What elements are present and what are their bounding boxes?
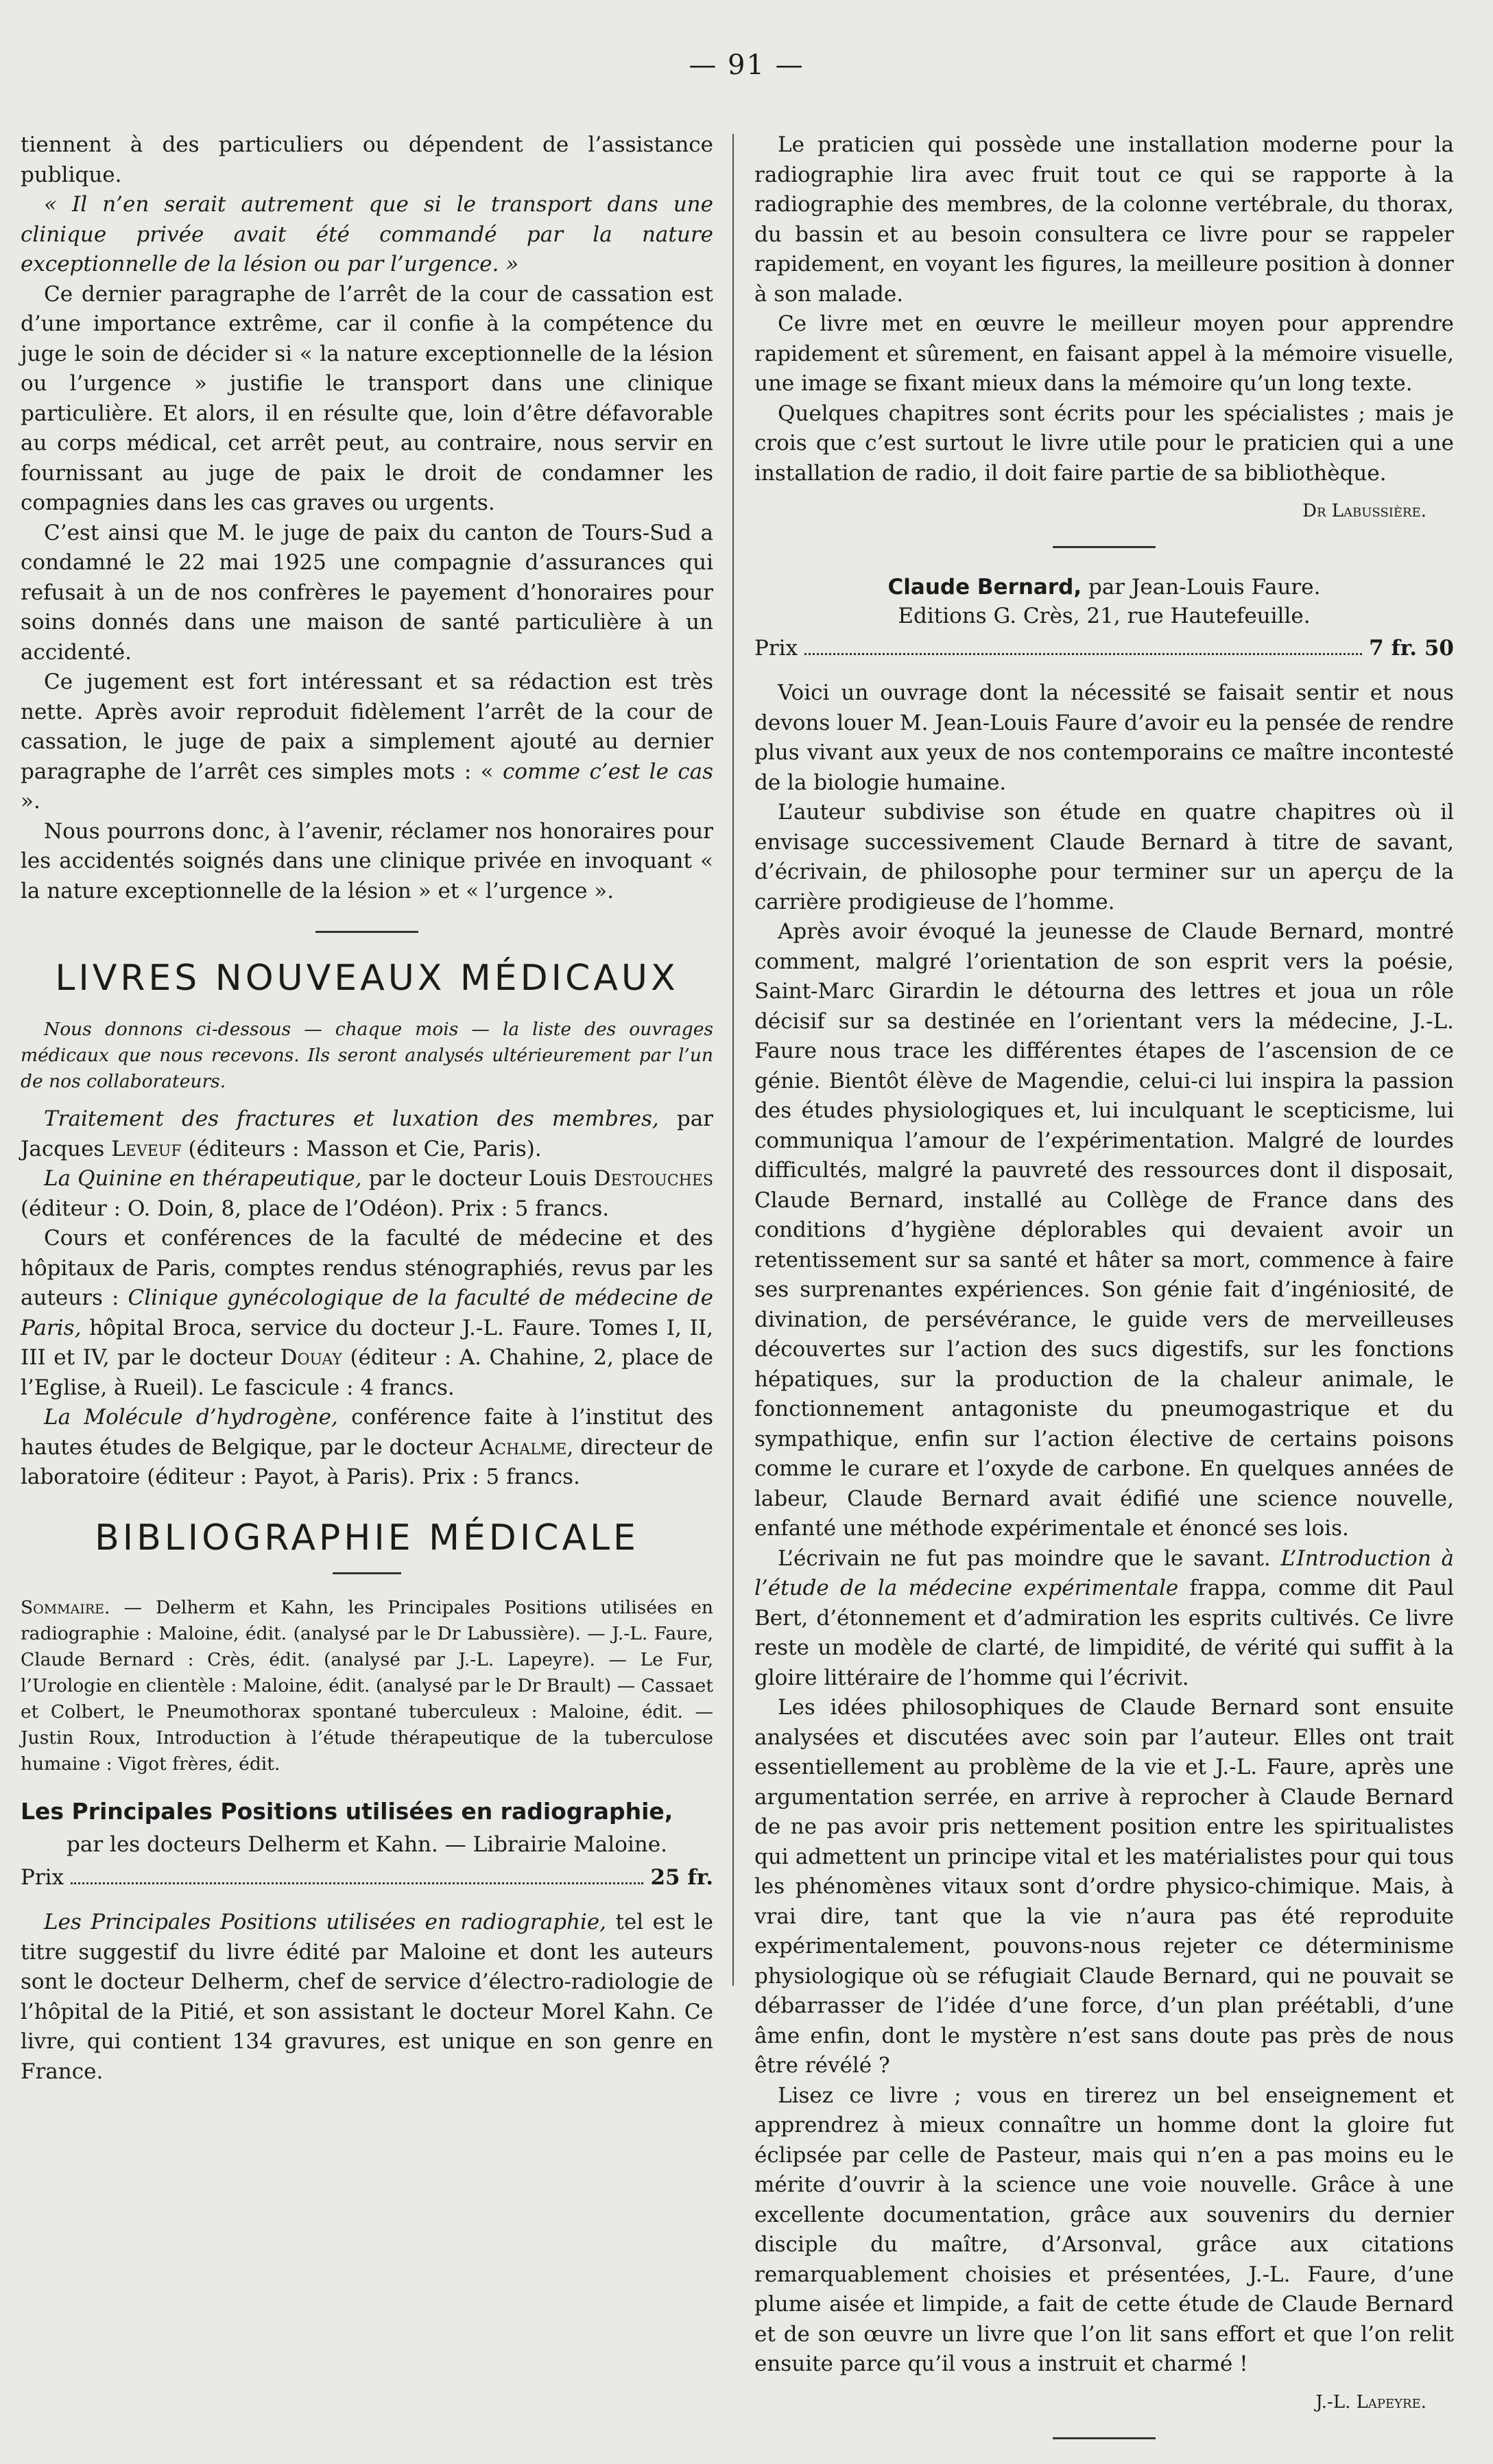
book-title: La Quinine en thérapeutique, xyxy=(44,1166,362,1191)
author: Achalme, xyxy=(479,1434,574,1460)
book-title: La Molécule d’hydrogène, xyxy=(44,1405,338,1430)
review-subheading: par les docteurs Delherm et Kahn. — Librairie Maloine. xyxy=(67,1832,667,1857)
paragraph: L’auteur subdivise son étude en quatre chapitres où il envisage successivement Claude Bernard à titre de savant, d’écrivain, de philosophe pour terminer sur un aperçu de la carrière prodigieuse de l’homme. xyxy=(754,800,1454,914)
book-title: Claude Bernard, xyxy=(887,575,1082,600)
book-title: Clinique gynécologique de la faculté de médecine de Paris, xyxy=(21,1286,714,1340)
book-entry xyxy=(21,1164,713,1224)
text: conférence faite à l’institut des hautes études de Belgique, par le docteur xyxy=(21,1405,713,1460)
price-value: 25 fr. xyxy=(650,1865,713,1890)
divider xyxy=(1053,546,1156,548)
paragraph: Ce livre met en œuvre le meilleur moyen pour apprendre rapidement et sûrement, en faisant appel à la mémoire visuelle, une image se fixant mieux dans la mémoire qu’un long texte. xyxy=(754,311,1454,396)
price-line xyxy=(754,633,1454,663)
quote-paragraph: « Il n’en serait autrement que si le transport dans une clinique privée avait été commandé par la nature exceptionnelle de la lésion ou par l’urgence. » xyxy=(21,192,713,276)
text: frappa, comme dit Paul Bert, d’étonnement et d’admiration les esprits cultivés. Ce livre reste un modèle de clarté, de limpidité, de vérité qui suffit à la gloire littéraire de l’homme qui l’écrivit. xyxy=(754,1576,1454,1690)
italic-text: comme c’est le cas xyxy=(502,759,713,784)
signature: J.-L. Lapeyre. xyxy=(1315,2391,1426,2413)
right-column xyxy=(754,130,1454,2464)
paragraph: Lisez ce livre ; vous en tirerez un bel enseignement et apprendrez à mieux connaître un homme dont la gloire fut éclipsée par celle de Pasteur, mais qui n’en a pas moins eu le mérite d’ouvrir à la science une voie nouvelle. Grâce à une excellente documentation, grâce aux souvenirs du dernier disciple du maître, d’Arsonval, grâce aux citations remarquablement choisies et présentées, J.-L. Faure, d’une plume aisée et limpide, a fait de cette étude de Claude Bernard et de son œuvre un livre que l’on lit sans effort et que l’on relit ensuite parce qu’il vous a instruit et charmé ! xyxy=(754,2083,1454,2376)
text: — Delherm et Kahn, les Principales Positions utilisées en radiographie : Maloine, édit. (analysé par le Dr Labussière). — J.-L. Faure, Claude Bernard : Crès, édit. (analysé par J.-L. Lapeyre). — Le Fur, l’Urologie en clientèle : Maloine, édit. (analysé par le Dr Brault) — Cassaet et Colbert, le Pneumothorax spontané tuberculeux : Maloine, édit. — Justin Roux, Introduction à l’étude thérapeutique de la tuberculose humaine : Vigot frères, édit. xyxy=(21,1596,714,1775)
text: (éditeurs : Masson et Cie, Paris). xyxy=(188,1136,542,1161)
paragraph: Quelques chapitres sont écrits pour les spécialistes ; mais je crois que c’est surtout le livre utile pour le praticien qui a une installation de radio, il doit faire partie de sa bibliothèque. xyxy=(754,401,1454,486)
text: hôpital Broca, service du docteur J.-L. Faure. Tomes I, II, III et IV, par le docteur xyxy=(21,1315,713,1370)
section-heading-livres: LIVRES NOUVEAUX MÉDICAUX xyxy=(55,958,679,999)
page-number: — 91 — xyxy=(689,49,804,81)
sommaire-label: Sommaire. xyxy=(21,1596,110,1618)
text: Ce jugement est fort intéressant et sa rédaction est très nette. Après avoir reproduit fidèlement l’arrêt de la cour de cassation, le juge de paix a simplement ajouté au dernier paragraphe de l’arrêt ces simples mots : « xyxy=(21,670,713,784)
italic-text: Les Principales Positions utilisées en radiographie, xyxy=(44,1910,607,1934)
paragraph xyxy=(21,1908,713,2087)
section-heading-bibliographie: BIBLIOGRAPHIE MÉDICALE xyxy=(95,1517,639,1559)
price-label: Prix xyxy=(21,1865,64,1890)
review-heading: Les Principales Positions utilisées en radiographie, xyxy=(21,1797,673,1825)
intro-paragraph: Nous donnons ci-dessous — chaque mois — la liste des ouvrages médicaux que nous recevons. Ils seront analysés ultérieurement par l’un de nos collaborateurs. xyxy=(21,1019,713,1092)
author: Leveuf xyxy=(111,1136,182,1161)
price-label: Prix xyxy=(754,636,798,661)
text: tel est le titre suggestif du livre édité par Maloine et dont les auteurs sont le docteur Delherm, chef de service d’électro-radiologie de l’hôpital de la Pitié, et son assistant le docteur Morel Kahn. Ce livre, qui contient 134 gravures, est unique en son genre en France. xyxy=(21,1910,713,2084)
italic-text: L’Introduction à l’étude de la médecine expérimentale xyxy=(754,1545,1454,1600)
publisher-line: Editions G. Crès, 21, rue Hautefeuille. xyxy=(898,604,1311,628)
price-value: 7 fr. 50 xyxy=(1369,636,1454,661)
book-title: Traitement des fractures et luxation des membres, xyxy=(44,1106,659,1131)
paragraph xyxy=(21,667,713,817)
paragraph: C’est ainsi que M. le juge de paix du canton de Tours-Sud a condamné le 22 mai 1925 une compagnie d’assurances qui refusait à un de nos confrères le payement d’honoraires pour soins donnés dans une maison de santé particulière à un accidenté. xyxy=(21,520,713,665)
divider xyxy=(333,1572,401,1574)
paragraph: Nous pourrons donc, à l’avenir, réclamer nos honoraires pour les accidentés soignés dans une clinique privée en invoquant « la nature exceptionnelle de la lésion » et « l’urgence ». xyxy=(21,818,713,903)
paragraph xyxy=(754,1544,1454,1694)
author: Destouches xyxy=(593,1166,713,1191)
text: Cours et conférences de la faculté de médecine et des hôpitaux de Paris, comptes rendus sténographiés, revus par les auteurs : xyxy=(21,1226,713,1310)
column-divider xyxy=(732,134,734,1986)
book-entry xyxy=(21,1104,713,1164)
text: L’écrivain ne fut pas moindre que le savant. xyxy=(778,1545,1271,1571)
left-column xyxy=(21,130,713,2087)
text: ». xyxy=(21,789,40,814)
paragraph: Après avoir évoqué la jeunesse de Claude Bernard, montré comment, malgré l’orientation de son esprit vers la poésie, Saint-Marc Girardin le détourna des lettres et joua un rôle décisif sur sa destinée en l’orientant vers la médecine, J.-L. Faure nous trace les différentes étapes de l’ascension de ce génie. Bientôt élève de Magendie, celui-ci lui inspira la passion des études physiologiques et, lui inculquant le scepticisme, lui communiqua l’amour de l’expérimentation. Malgré de lourdes difficultés, malgré la pauvreté des ressources dont il disposait, Claude Bernard, installé au Collège de France dans des conditions d’hygiène déplorables qui devaient avoir un retentissement sur sa santé et hâter sa mort, commence à faire ses surprenantes expériences. Son génie fait d’ingéniosité, de divination, de persévérance, le guide vers de merveilleuses découvertes sur l’action des sucs digestifs, sur les fonctions hépatiques, sur la production de la chaleur animale, le fonctionnement antagoniste du pneumogastrique et du sympathique, enfin sur l’action élective de certains poisons comme le curare et l’oxyde de carbone. En quelques années de labeur, Claude Bernard avait édifié une science nouvelle, enfanté une méthode expérimentale et énoncé ses lois. xyxy=(754,919,1454,1541)
text: par le docteur Louis xyxy=(368,1166,587,1191)
text: (éditeur : O. Doin, 8, place de l’Odéon). Prix : 5 francs. xyxy=(21,1196,610,1221)
book-entry xyxy=(21,1403,713,1493)
divider xyxy=(1053,2437,1156,2439)
text: par Jean-Louis Faure. xyxy=(1088,575,1321,600)
text: (éditeur : A. Chahine, 2, place de l’Eglise, à Rueil). Le fascicule : 4 francs. xyxy=(21,1345,713,1400)
review-heading xyxy=(754,573,1454,602)
author: Douay xyxy=(280,1345,342,1370)
divider xyxy=(315,931,418,933)
price-line xyxy=(21,1862,713,1893)
paragraph: tiennent à des particuliers ou dépendent de l’assistance publique. xyxy=(21,132,713,187)
sommaire-paragraph xyxy=(21,1595,713,1777)
signature: Dr Labussière. xyxy=(1302,501,1426,521)
dot-leader xyxy=(71,1882,643,1884)
paragraph: Ce dernier paragraphe de l’arrêt de la cour de cassation est d’une importance extrême, car il confie à la compétence du juge le soin de décider si « la nature exceptionnelle de la lésion ou l’urgence » justifie le transport dans une clinique particulière. Et alors, il en résulte que, loin d’être défavorable au corps médical, cet arrêt peut, au contraire, nous servir en fournissant au juge de paix le droit de condamner les compagnies dans les cas graves ou urgents. xyxy=(21,281,713,515)
text: directeur de laboratoire (éditeur : Payot, à Paris). Prix : 5 francs. xyxy=(21,1434,713,1489)
dot-leader xyxy=(804,653,1362,655)
paragraph: Le praticien qui possède une installation moderne pour la radiographie lira avec fruit tout ce qui se rapporte à la radiographie des membres, de la colonne vertébrale, du thorax, du bassin et au besoin consultera ce livre pour se rappeler rapidement, en voyant les figures, la meilleure position à donner à son malade. xyxy=(754,132,1454,307)
text: par Jacques xyxy=(21,1106,713,1161)
paragraph: Les idées philosophiques de Claude Bernard sont ensuite analysées et discutées avec soin par l’auteur. Elles ont trait essentiellement au problème de la vie et J.-L. Faure, après une argumentation serrée, en arrive à reprocher à Claude Bernard de ne pas avoir pris nettement position entre les spiritualistes qui admettent un principe vital et les matérialistes pour qui tous les phénomènes vitaux sont d’ordre physico-chimique. Mais, à vrai dire, tant que la vie n’aura pas été reproduite expérimentalement, pouvons-nous rejeter ce déterminisme physiologique où se réfugiait Claude Bernard, qui ne pouvait se débarrasser de l’idée d’une force, d’un plan préétabli, d’une âme enfin, dont le mystère n’est sans doute pas près de nous être révélé ? xyxy=(754,1695,1454,2078)
book-entry xyxy=(21,1224,713,1403)
paragraph: Voici un ouvrage dont la nécessité se faisait sentir et nous devons louer M. Jean-Louis Faure d’avoir eu la pensée de rendre plus vivant aux yeux de nos contemporains ce maître incontesté de la biologie humaine. xyxy=(754,680,1454,795)
